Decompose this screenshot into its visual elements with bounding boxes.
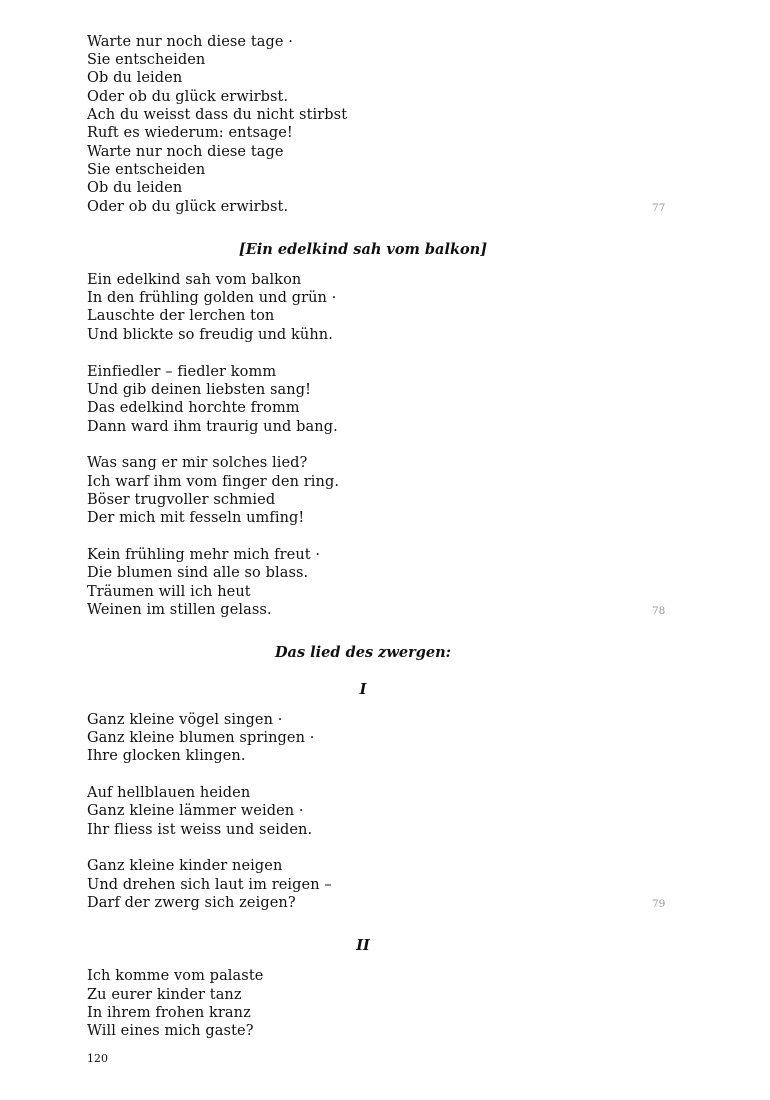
verse-line: Dann ward ihm traurig und bang. — [87, 419, 338, 435]
verse-line: Weinen im stillen gelass. — [87, 602, 272, 618]
section-numeral: II — [356, 937, 370, 954]
verse-line: Auf hellblauen heiden — [87, 785, 251, 801]
verse-line: Ob du leiden — [87, 180, 183, 196]
verse-line: Und blickte so freudig und kühn. — [87, 327, 333, 343]
verse-line: In den frühling golden und grün · — [87, 290, 337, 306]
verse-line: Ich warf ihm vom finger den ring. — [87, 474, 340, 490]
section-numeral: I — [359, 681, 367, 698]
verse-line: Warte nur noch diese tage — [87, 144, 284, 160]
verse-line: Oder ob du glück erwirbst. — [87, 89, 289, 105]
verse-line: Ruft es wiederum: entsage! — [87, 125, 293, 141]
verse-line: Warte nur noch diese tage · — [87, 34, 293, 50]
verse-line: Zu eurer kinder tanz — [87, 987, 242, 1003]
verse-line: Sie entscheiden — [87, 162, 206, 178]
verse-line: Und drehen sich laut im reigen – — [87, 877, 332, 893]
verse-line: Der mich mit fesseln umfing! — [87, 510, 305, 526]
verse-line: Böser trugvoller schmied — [87, 492, 276, 508]
margin-line-number: 77 — [652, 202, 666, 214]
verse-line: Ganz kleine vögel singen · — [87, 712, 283, 728]
verse-line: Ganz kleine blumen springen · — [87, 730, 315, 746]
verse-line: Die blumen sind alle so blass. — [87, 565, 309, 581]
verse-line: Träumen will ich heut — [87, 584, 251, 600]
verse-line: Ihre glocken klingen. — [87, 748, 246, 764]
verse-line: Ein edelkind sah vom balkon — [87, 272, 302, 288]
verse-line: Ganz kleine lämmer weiden · — [87, 803, 304, 819]
verse-line: Ihr fliess ist weiss und seiden. — [87, 822, 313, 838]
verse-line: Ob du leiden — [87, 70, 183, 86]
poem-title: [Ein edelkind sah vom balkon] — [238, 241, 488, 258]
verse-line: Sie entscheiden — [87, 52, 206, 68]
verse-line: Lauschte der lerchen ton — [87, 308, 275, 324]
verse-line: Das edelkind horchte fromm — [87, 400, 300, 416]
verse-line: Kein frühling mehr mich freut · — [87, 547, 321, 563]
margin-line-number: 79 — [652, 898, 666, 910]
verse-line: Und gib deinen liebsten sang! — [87, 382, 311, 398]
verse-line: Was sang er mir solches lied? — [87, 455, 308, 471]
verse-line: Ach du weisst dass du nicht stirbst — [87, 107, 348, 123]
verse-line: Einfiedler – fiedler komm — [87, 364, 277, 380]
poem-title: Das lied des zwergen: — [274, 644, 452, 661]
page-number: 120 — [87, 1052, 108, 1065]
verse-line: Will eines mich gaste? — [87, 1023, 254, 1039]
verse-line: Ganz kleine kinder neigen — [87, 858, 283, 874]
verse-line: In ihrem frohen kranz — [87, 1005, 251, 1021]
verse-line: Ich komme vom palaste — [87, 968, 264, 984]
verse-line: Oder ob du glück erwirbst. — [87, 199, 289, 215]
verse-line: Darf der zwerg sich zeigen? — [87, 895, 296, 911]
margin-line-number: 78 — [652, 605, 666, 617]
